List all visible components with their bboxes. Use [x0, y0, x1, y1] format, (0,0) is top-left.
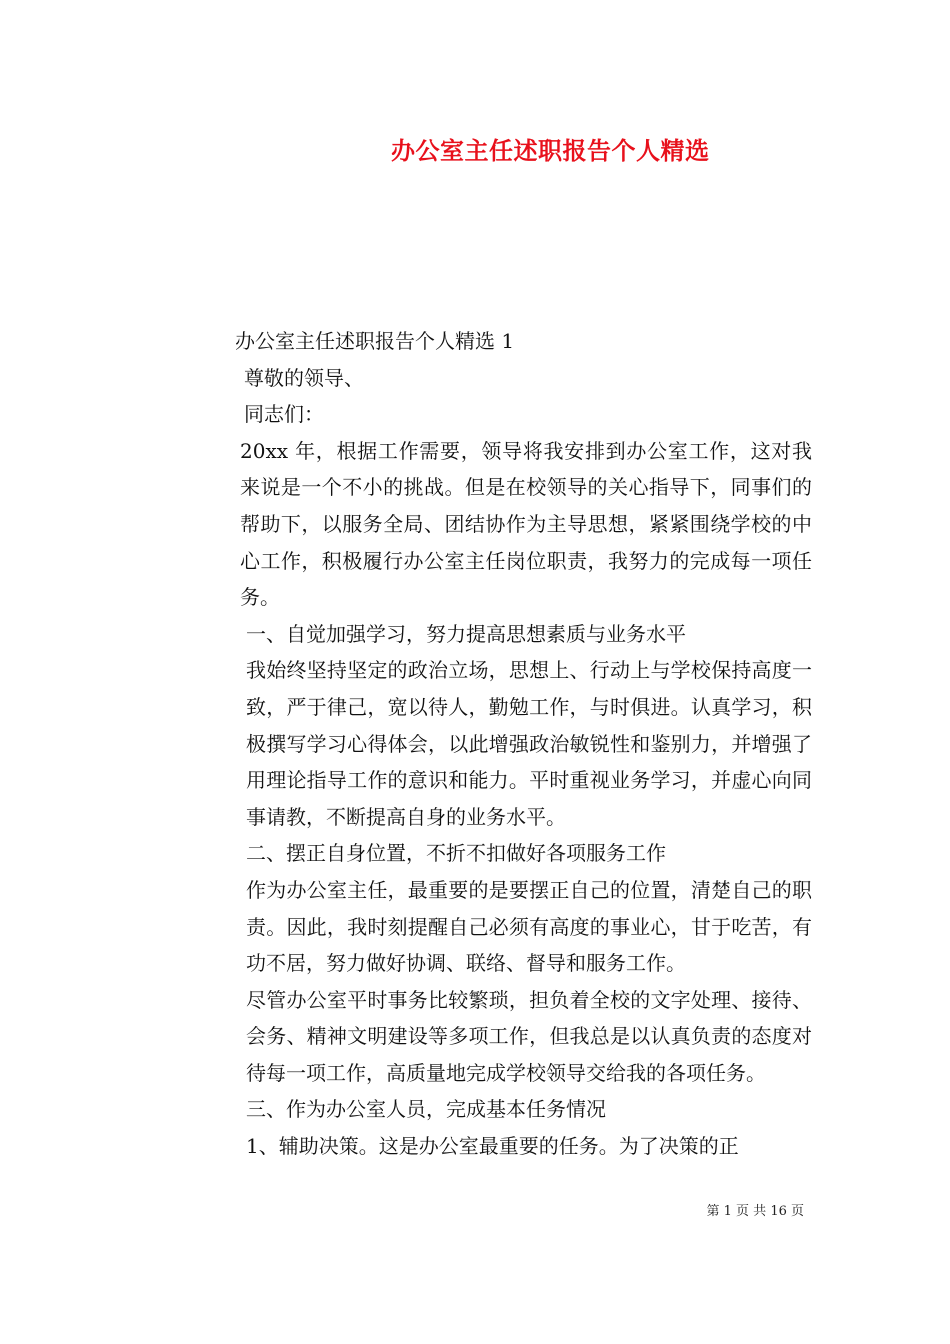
body-paragraph: 我始终坚持坚定的政治立场，思想上、行动上与学校保持高度一致，严于律己，宽以待人，勤勉工作，与时俱进。认真学习，积极撰写学习心得体会，以此增强政治敏锐性和鉴别力，并增强了用理论指导工作的意识和能力。平时重视业务学习，并虚心向同事请教，不断提高自身的业务水平。: [246, 658, 812, 829]
body-paragraph: 作为办公室主任，最重要的是要摆正自己的位置，清楚自己的职责。因此，我时刻提醒自己必须有高度的事业心，甘于吃苦，有功不居，努力做好协调、联络、督导和服务工作。: [246, 877, 812, 976]
subsection-heading: 二、摆正自身位置，不折不扣做好各项服务工作: [246, 841, 666, 866]
document-body: [144, 323, 812, 1165]
body-paragraph: 1、辅助决策。这是办公室最重要的任务。为了决策的正: [246, 1134, 739, 1159]
section-heading: 办公室主任述职报告个人精选 1: [235, 329, 515, 353]
page-number: 第 1 页 共 16 页: [706, 1204, 804, 1219]
salutation-line: 同志们：: [244, 402, 324, 427]
subsection-heading: 三、作为办公室人员，完成基本任务情况: [246, 1097, 606, 1122]
document-title: 办公室主任述职报告个人精选: [391, 136, 710, 165]
salutation-line: 尊敬的领导、: [244, 365, 364, 390]
body-paragraph: 20xx 年，根据工作需要，领导将我安排到办公室工作，这对我来说是一个不小的挑战。但是在校领导的关心指导下，同事们的帮助下，以服务全局、团结协作为主导思想，紧紧围绕学校的中心工作，积极履行办公室主任岗位职责，我努力的完成每一项任务。: [240, 438, 812, 610]
subsection-heading: 一、自觉加强学习，努力提高思想素质与业务水平: [246, 621, 686, 646]
body-paragraph: 尽管办公室平时事务比较繁琐，担负着全校的文字处理、接待、会务、精神文明建设等多项工作，但我总是以认真负责的态度对待每一项工作，高质量地完成学校领导交给我的各项任务。: [246, 987, 812, 1085]
